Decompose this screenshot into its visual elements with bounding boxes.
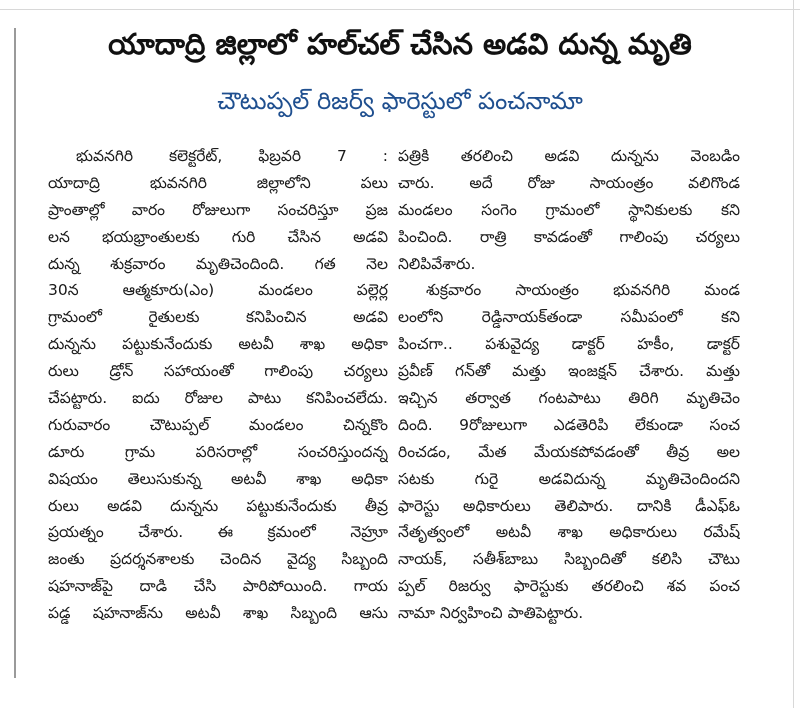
right-divider xyxy=(793,0,794,708)
article-text-line: ప్రాంతాల్లో వారం రోజులుగా సంచరిస్తూ ప్రజ xyxy=(48,200,388,219)
article-text-line: రులు డ్రోన్‌ సహాయంతో గాలింపు చర్యలు xyxy=(48,362,388,381)
article-text-line: దున్న శుక్రవారం మృతిచెందింది. గత నెల xyxy=(48,254,388,273)
article-text-line: నిలిపివేశారు. xyxy=(398,254,476,273)
article-text-line: డూరు గ్రామ పరిసరాల్లో సంచరిస్తుందన్న xyxy=(48,442,388,461)
article-text-line: ప్పల్‌ రిజర్వు ఫారెస్టుకు తరలించి శవ పంచ xyxy=(398,577,740,596)
subheadline: చౌటుప్పల్‌ రిజర్వ్‌ ఫారెస్టులో పంచనామా xyxy=(217,87,583,115)
article-text-line: భువనగిరి కలెక్టరేట్‌, ఫిబ్రవరి 7 : xyxy=(76,147,388,165)
article-text-line: పించగా.. పశువైద్య డాక్టర్‌ హకీం, డాక్టర్‌ xyxy=(398,335,740,354)
article-text-line: షహనాజ్‌పై దాడి చేసి పారిపోయింది. గాయ xyxy=(48,577,388,596)
article-text-line: నామా నిర్వహించి పాతిపెట్టారు. xyxy=(398,604,584,623)
article-text-line: లంలోని రెడ్డినాయక్‌తండా సమీపంలో కని xyxy=(398,308,740,327)
article-text-line: శుక్రవారం సాయంత్రం భువనగిరి మండ xyxy=(426,281,740,300)
article-text-line: మండలం సంగెం గ్రామంలో స్థానికులకు కని xyxy=(398,200,740,219)
article-text-line: 30న ఆత్మకూరు(ఎం) మండలం పల్లెర్ల xyxy=(48,281,388,300)
article-text-line: చారు. అదే రోజు సాయంత్రం వలిగొండ xyxy=(398,173,740,192)
article-text-line: ఫారెస్టు అధికారులు తెలిపారు. దానికి డీఎఫ్‌ఓ xyxy=(398,496,740,515)
article-text-line: ఇచ్చిన తర్వాత గంటపాటు తిరిగి మృతిచెం xyxy=(398,389,740,408)
article-text-line: నేతృత్వంలో అటవీ శాఖ అధికారులు రమేష్‌ xyxy=(398,523,740,542)
top-divider xyxy=(0,0,800,10)
article-text-line: యాదాద్రి భువనగిరి జిల్లాలోని పలు xyxy=(48,173,388,192)
article-column-right xyxy=(398,143,740,627)
article-text-line: పించింది. రాత్రి కావడంతో గాలింపు చర్యలు xyxy=(398,227,740,246)
article-text-line: గురువారం చౌటుప్పల్‌ మండలం చిన్నకొం xyxy=(48,415,388,434)
article-text-line: ప్రయత్నం చేశారు. ఈ క్రమంలో నెహ్రూ xyxy=(48,523,388,542)
article-text-line: గ్రామంలో రైతులకు కనిపించిన అడవి xyxy=(48,308,388,327)
article-text-line: సటకు గురై అడవిదున్న మృతిచెందిందని xyxy=(398,469,740,488)
article-text-line: ప్రవీణ్‌ గన్‌తో మత్తు ఇంజక్షన్‌ చేశారు. మత్తు xyxy=(398,362,740,381)
left-margin-bar xyxy=(14,28,16,678)
article-text-line: విషయం తెలుసుకున్న అటవీ శాఖ అధికా xyxy=(48,469,388,488)
article-text-line: దున్నను పట్టుకునేందుకు అటవీ శాఖ అధికా xyxy=(48,335,388,354)
headline: యాదాద్రి జిల్లాలో హల్‌చల్‌ చేసిన అడవి దున్న మృతి xyxy=(108,27,692,61)
article-text-line: లన భయభ్రాంతులకు గురి చేసిన అడవి xyxy=(48,227,388,246)
article-column-left xyxy=(48,143,388,627)
article-text-line: చేపట్టారు. ఐదు రోజుల పాటు కనిపించలేదు. xyxy=(48,389,388,408)
article-text-line: దింది. 9రోజులుగా ఎడతెరిపి లేకుండా సంచ xyxy=(398,415,740,434)
article-text-line: రులు అడవి దున్నను పట్టుకునేందుకు తీవ్ర xyxy=(48,496,388,515)
article-text-line: పడ్డ షహనాజ్‌ను అటవీ శాఖ సిబ్బంది ఆసు xyxy=(48,604,388,623)
article-text-line: నాయక్‌, సతీశ్‌బాబు సిబ్బందితో కలిసి చౌటు xyxy=(398,550,740,569)
article-text-line: జంతు ప్రదర్శనశాలకు చెందిన వైద్య సిబ్బంది xyxy=(48,550,388,569)
article-text-line: రించడం, మేత మేయకపోవడంతో తీవ్ర అల xyxy=(398,442,740,461)
article-text-line: పత్రికి తరలించి అడవి దున్నను వెంబడిం xyxy=(398,147,740,165)
